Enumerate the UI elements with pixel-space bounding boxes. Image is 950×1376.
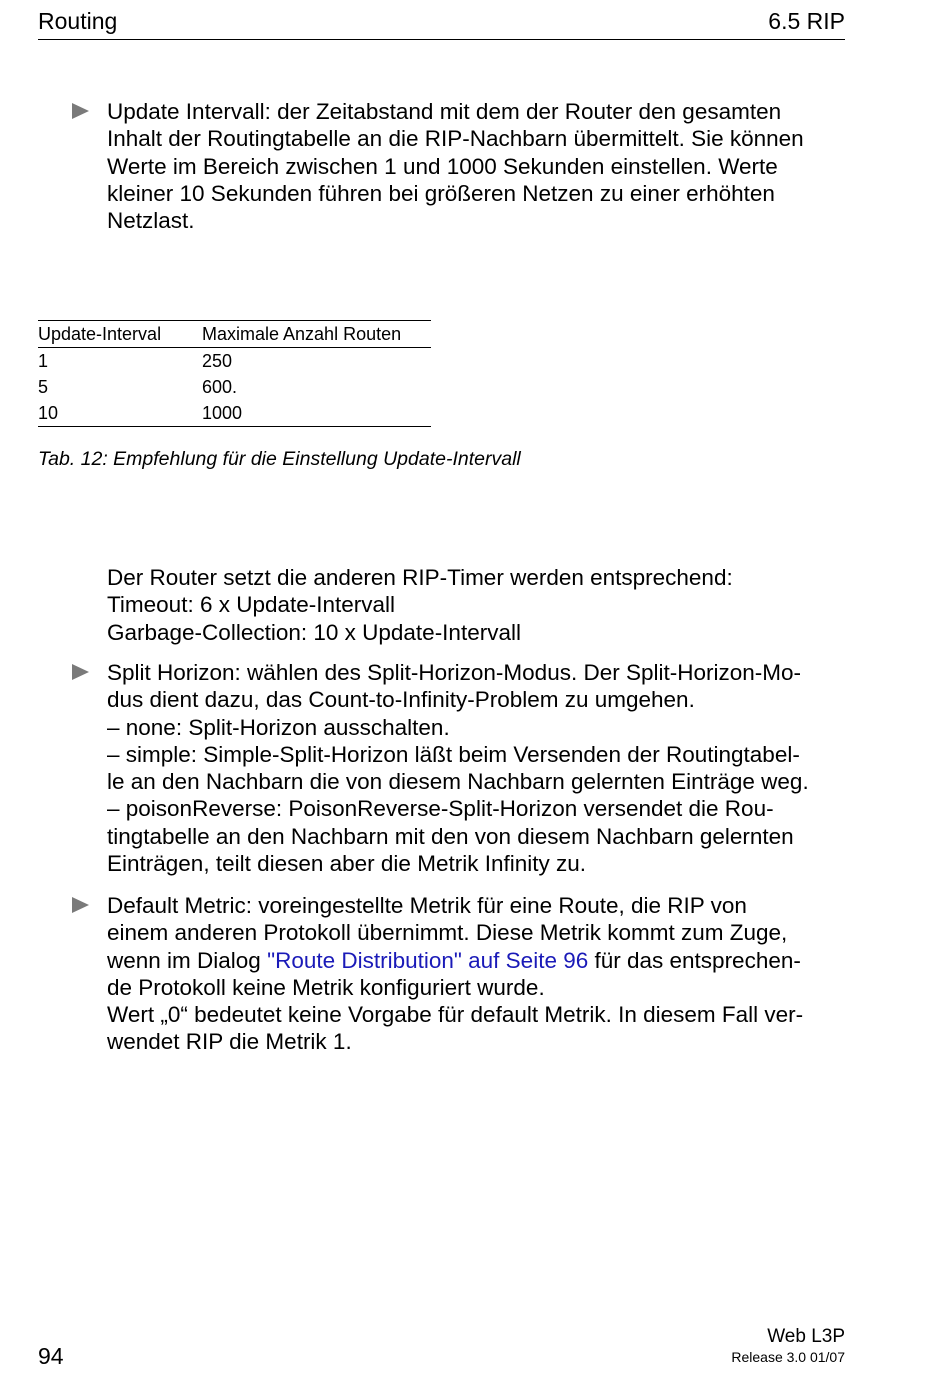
text-line: dus dient dazu, das Count-to-Infinity-Problem zu umgehen. (107, 687, 695, 713)
table-header-row (38, 321, 431, 348)
text-line: Garbage-Collection: 10 x Update-Intervall (107, 619, 521, 645)
table-cell: 1000 (202, 403, 243, 423)
chapter-title: Routing (38, 8, 118, 34)
update-interval-paragraph (107, 98, 852, 234)
text-line: kleiner 10 Sekunden führen bei größeren Netzen zu einer erhöhten (107, 180, 775, 206)
bullet-arrow-icon (72, 103, 89, 119)
text-line: Der Router setzt die anderen RIP-Timer werden entsprechend: (107, 565, 733, 590)
text-line: – poisonReverse: PoisonReverse-Split-Horizon versendet die Rou- (107, 796, 774, 822)
text-line: – none: Split-Horizon ausschalten. (107, 714, 450, 740)
page-header (38, 6, 845, 40)
product-name: Web L3P (767, 1326, 845, 1347)
table-cell: 1 (38, 351, 49, 371)
text-line: einem anderen Protokoll übernimmt. Diese Metrik kommt zum Zuge, (107, 920, 788, 946)
text-line: Einträgen, teilt diesen aber die Metrik Infinity zu. (107, 851, 586, 877)
text-line: Update Intervall: der Zeitabstand mit dem der Router den gesamten (107, 99, 782, 124)
bullet-arrow-icon (72, 897, 89, 913)
route-distribution-link[interactable]: "Route Distribution" auf Seite 96 (267, 947, 589, 973)
timers-paragraph (107, 564, 852, 646)
table-row (38, 400, 431, 426)
text-fragment: für das entsprechen- (588, 947, 801, 973)
text-line: Default Metric: voreingestellte Metrik für eine Route, die RIP von (107, 893, 747, 918)
text-line: – simple: Simple-Split-Horizon läßt beim Versenden der Routingtabel- (107, 741, 800, 767)
section-title: 6.5 RIP (768, 8, 845, 34)
table-cell: 10 (38, 403, 59, 423)
text-line: Split Horizon: wählen des Split-Horizon-Modus. Der Split-Horizon-Mo- (107, 660, 801, 685)
text-line: tingtabelle an den Nachbarn mit den von diesem Nachbarn gelernten (107, 823, 794, 849)
text-line: Timeout: 6 x Update-Intervall (107, 592, 396, 618)
text-line: wendet RIP die Metrik 1. (107, 1029, 352, 1055)
text-line: Inhalt der Routingtabelle an die RIP-Nachbarn übermittelt. Sie können (107, 126, 804, 152)
table-header-cell: Maximale Anzahl Routen (202, 324, 402, 344)
text-line: le an den Nachbarn die von diesem Nachbarn gelernten Einträge weg. (107, 769, 809, 795)
update-interval-table (38, 320, 431, 427)
text-line: de Protokoll keine Metrik konfiguriert wurde. (107, 974, 545, 1000)
release-info: Release 3.0 01/07 (731, 1349, 845, 1365)
table-row (38, 348, 431, 374)
bullet-arrow-icon (72, 664, 89, 680)
text-line (107, 947, 852, 974)
page-number: 94 (38, 1343, 64, 1369)
table-caption: Tab. 12: Empfehlung für die Einstellung Update-Intervall (38, 448, 521, 470)
table-header-cell: Update-Interval (38, 324, 162, 344)
table-cell: 5 (38, 377, 49, 397)
table-cell: 600. (202, 377, 238, 397)
table-cell: 250 (202, 351, 233, 371)
text-fragment: wenn im Dialog (107, 947, 268, 973)
table-row (38, 374, 431, 400)
split-horizon-paragraph (107, 659, 852, 877)
text-line: Werte im Bereich zwischen 1 und 1000 Sekunden einstellen. Werte (107, 153, 778, 179)
default-metric-paragraph (107, 892, 852, 1056)
text-line: Wert „0“ bedeutet keine Vorgabe für default Metrik. In diesem Fall ver- (107, 1002, 804, 1028)
text-line: Netzlast. (107, 208, 195, 234)
